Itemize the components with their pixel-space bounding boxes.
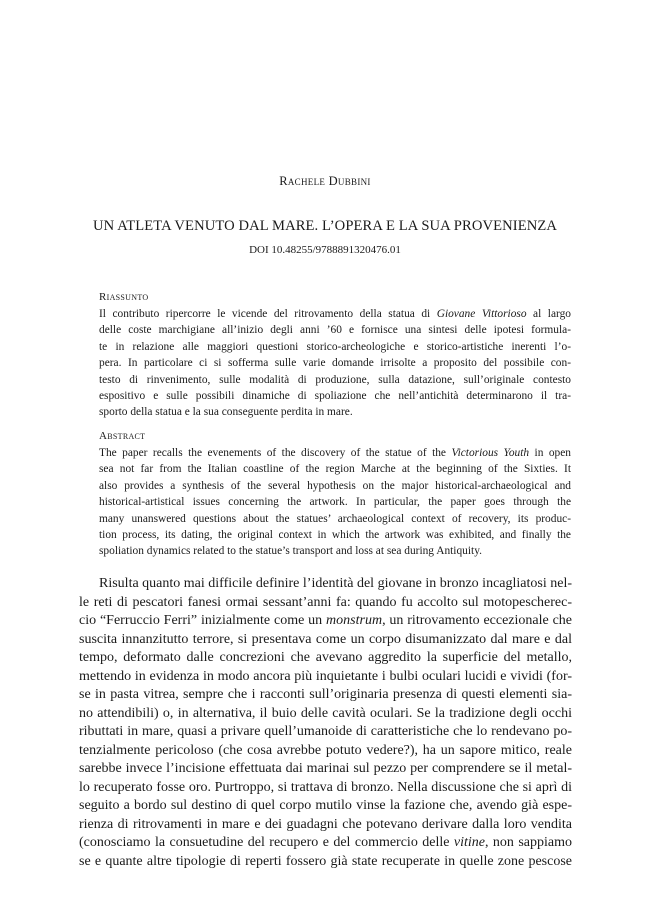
body-line: se in pasta vitrea, sempre che i racconti sull’originaria presenza di questi elementi sia- — [79, 687, 572, 702]
body-line: ributtati in mare, quasi a privare quell’umanoide di caratteristiche che lo rendevano po- — [79, 724, 572, 739]
body-paragraph — [79, 575, 572, 871]
body-line: se e quante altre tipologie di reperti fossero già state recuperate in quelle zone pescose — [79, 853, 572, 869]
abstract-heading: Abstract — [99, 430, 146, 442]
italic-term: Giovane Vittorioso — [436, 308, 527, 320]
abstract-line: many unanswered questions about the statues’ archaeological context of recovery, its produc- — [99, 512, 571, 525]
abstract-line: also provides a synthesis of the several hypothesis on the major historical-archaeological and — [99, 479, 571, 492]
abstract-line: spoliation dynamics related to the statue’s transport and loss at sea during Antiquity. — [99, 545, 482, 558]
body-line: tenzialmente pericoloso (che cosa avrebbe potuto vedere?), ha un sapore mitico, reale — [79, 742, 572, 758]
abstract-line: tion process, its dating, the original context in which the artwork was exhibited, and finally the — [99, 529, 571, 542]
body-line: sarebbe invece l’incisione effettuata dai marinai sul pezzo per comprendere se il metal- — [79, 761, 572, 776]
paper-title: UN ATLETA VENUTO DAL MARE. L’OPERA E LA SUA PROVENIENZA — [92, 218, 558, 234]
body-line: lo recuperato fosse oro. Purtroppo, si trattava di bronzo. Nella discussione che si aprì di — [79, 779, 572, 795]
abstract-line: The paper recalls the evenements of the discovery of the statue of the Victorious Youth in open — [99, 447, 571, 459]
body-line: suscita innanzitutto terrore, si presentava come un corpo disumanizzato dal mare e dal — [79, 631, 572, 647]
body-line: rienza di ritrovamenti in mare e dei guadagni che potevano derivare dalla loro vendita — [79, 816, 572, 832]
abstract-line: sea not far from the Italian coastline of the region Marche at the beginning of the Sixties. It — [99, 463, 571, 476]
italic-term: Victorious Youth — [451, 447, 530, 459]
body-line: seguito a bordo sul destino di quel corpo mutilo vinse la fazione che, avendo già espe- — [79, 798, 572, 813]
riassunto-line: te in relazione alle maggiori questioni storico-archeologiche e storico-artistiche inerenti l’o- — [99, 340, 571, 353]
abstract-line: historical-artistical issues concerning the artwork. In particular, the paper goes through the — [99, 496, 571, 509]
riassunto-line: pera. In particolare ci si sofferma sulle varie domande irrisolte a proposito del possibile con- — [99, 357, 571, 370]
body-line: Risulta quanto mai difficile definire l’identità del giovane in bronzo incagliatosi nel- — [99, 576, 572, 591]
body-line: no attendibili) o, in alternativa, il buio delle cavità oculari. Se la tradizione degli occhi — [79, 705, 572, 721]
riassunto-heading: Riassunto — [99, 291, 149, 303]
riassunto-line: testo di rinvenimento, sulle modalità di produzione, sulla datazione, sull’originale contesto — [99, 373, 571, 386]
body-line: le reti di pescatori fanesi ormai sessant’anni fa: quando fu accolto sul motopeschereс- — [79, 594, 572, 610]
abstract-text — [99, 445, 571, 560]
riassunto-line: espositivo e sulle possibili dinamiche di spoliazione che nell’antichità determinarono il tra- — [99, 390, 571, 403]
riassunto-line: delle coste marchigiane all’inizio degli anni ’60 e fornisce una sintesi delle ipotesi formula- — [99, 324, 571, 337]
body-line: mettendo in evidenza in modo ancora più inquietante i bulbi oculari lucidi e vividi (for- — [79, 668, 572, 684]
body-line: tempo, deformato dalle concrezioni che avevano aggredito la superficie del metallo, — [79, 650, 572, 665]
riassunto-line: Il contributo ripercorre le vicende del ritrovamento della statua di Giovane Vittorioso al largo — [99, 308, 571, 320]
doi: DOI 10.48255/9788891320476.01 — [249, 244, 401, 256]
italic-term: vitine — [453, 835, 485, 850]
author-name: Rachele Dubbini — [279, 174, 371, 188]
italic-term: monstrum — [326, 613, 383, 628]
riassunto-line: sporto della statua e la sua conseguente perdita in mare. — [99, 406, 353, 419]
body-line: cio “Ferruccio Ferri” inizialmente come un monstrum, un ritrovamento eccezionale che — [79, 613, 573, 628]
riassunto-text — [99, 306, 571, 421]
body-line: (conosciamo la consuetudine del recupero e del commercio delle vitine, non sappiamo — [79, 835, 573, 850]
